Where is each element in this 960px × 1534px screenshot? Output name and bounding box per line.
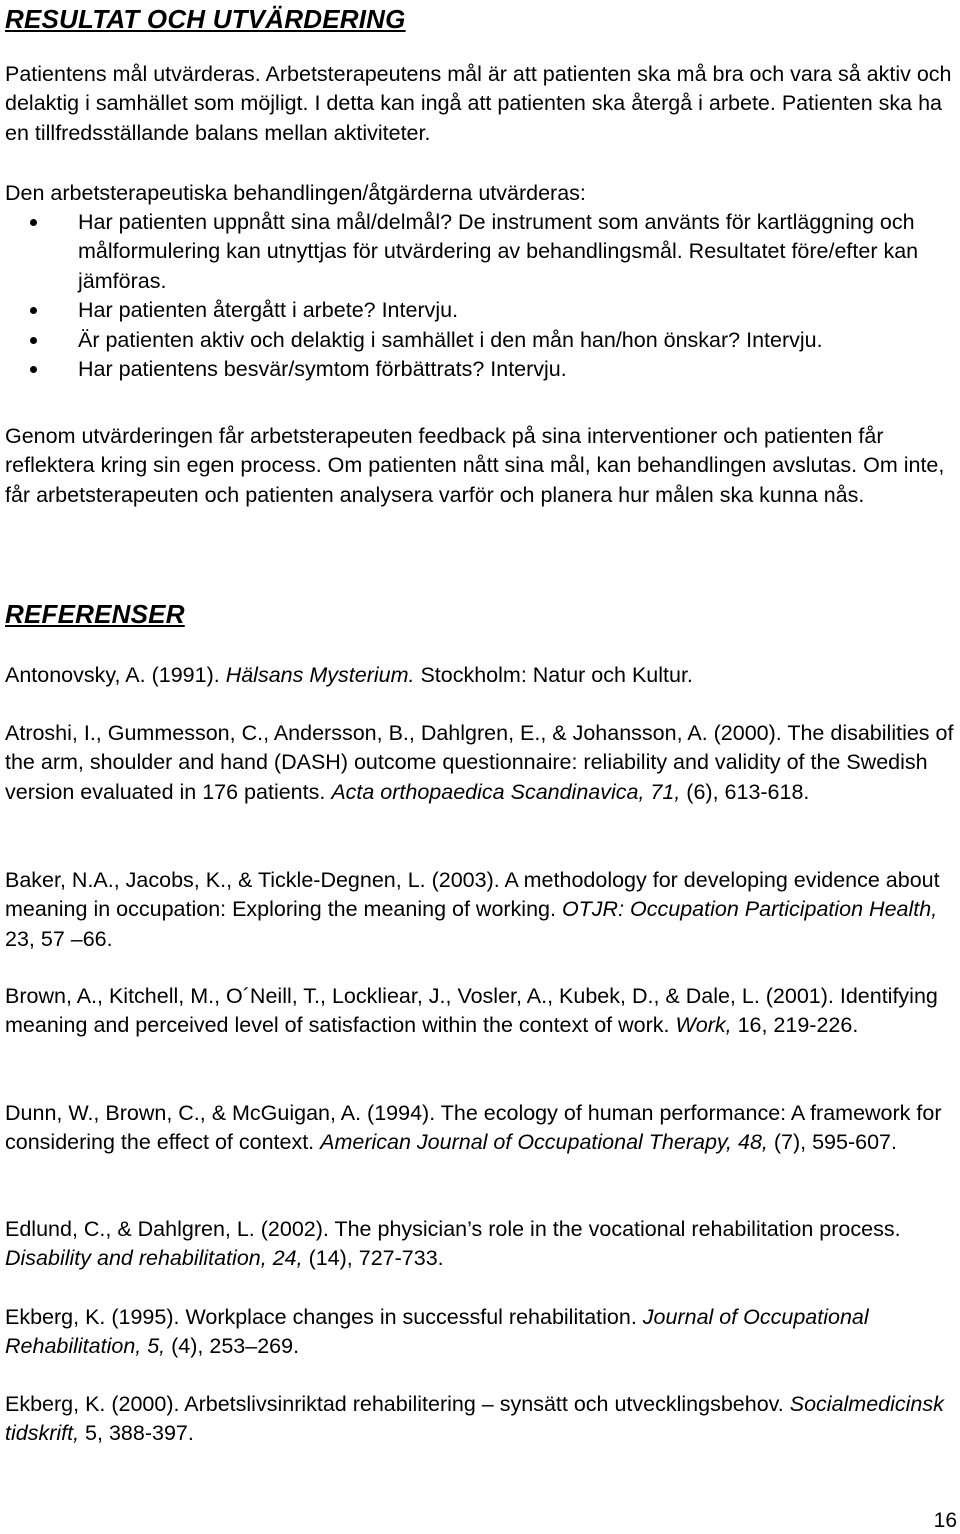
- evaluation-lead: Den arbetsterapeutiska behandlingen/åtgärderna utvärderas:: [5, 181, 586, 205]
- reference-entry: Ekberg, K. (1995). Workplace changes in successful rehabilitation. Journal of Occupational Rehabilitation, 5, (4), 253–269.: [5, 1305, 869, 1359]
- reference-entry: Antonovsky, A. (1991). Hälsans Mysterium. Stockholm: Natur och Kultur.: [5, 663, 693, 687]
- reference-entry: Edlund, C., & Dahlgren, L. (2002). The physician’s role in the vocational rehabilitation process. Disability and rehabilitation, 24, (14), 727-733.: [5, 1217, 901, 1271]
- evaluation-bullet-list: [5, 208, 955, 384]
- page-number: 16: [933, 1509, 957, 1532]
- reference-entry: Ekberg, K. (2000). Arbetslivsinriktad rehabilitering – synsätt och utvecklingsbehov. Socialmedicinsk tidskrift, 5, 388-397.: [5, 1392, 944, 1446]
- bullet-item: Är patienten aktiv och delaktig i samhället i den mån han/hon önskar? Intervju.: [5, 326, 955, 355]
- section-title-references: REFERENSER: [5, 599, 185, 629]
- intro-paragraph: Patientens mål utvärderas. Arbetsterapeutens mål är att patienten ska må bra och vara så aktiv och delaktig i samhället som möjligt. I detta kan ingå att patienten ska återgå i arbete. Patienten ska ha en tillfredsställande balans mellan aktiviteter.: [5, 62, 952, 145]
- bullet-item: Har patientens besvär/symtom förbättrats? Intervju.: [5, 355, 955, 384]
- conclusion-paragraph: Genom utvärderingen får arbetsterapeuten feedback på sina interventioner och patienten får reflektera kring sin egen process. Om patienten nått sina mål, kan behandlingen avslutas. Om inte, får arbetsterapeuten och patienten analysera varför och planera hur målen ska kunna nås.: [5, 424, 945, 507]
- bullet-dot-icon: [30, 219, 37, 226]
- section-title-results: RESULTAT OCH UTVÄRDERING: [5, 4, 406, 34]
- reference-entry: Brown, A., Kitchell, M., O´Neill, T., Lockliear, J., Vosler, A., Kubek, D., & Dale, L. (2001). Identifying meaning and perceived level of satisfaction within the context of work. Work, 16, 219-226.: [5, 984, 938, 1038]
- bullet-dot-icon: [30, 307, 37, 314]
- reference-entry: Baker, N.A., Jacobs, K., & Tickle-Degnen, L. (2003). A methodology for developing evidence about meaning in occupation: Exploring the meaning of working. OTJR: Occupation Participation Health, 23, 57 –66.: [5, 868, 940, 951]
- reference-entry: Dunn, W., Brown, C., & McGuigan, A. (1994). The ecology of human performance: A framework for considering the effect of context. American Journal of Occupational Therapy, 48, (7), 595-607.: [5, 1101, 942, 1155]
- reference-entry: Atroshi, I., Gummesson, C., Andersson, B., Dahlgren, E., & Johansson, A. (2000). The disabilities of the arm, shoulder and hand (DASH) outcome questionnaire: reliability and validity of the Swedish version evaluated in 176 patients. Acta orthopaedica Scandinavica, 71, (6), 613-618.: [5, 721, 954, 804]
- bullet-dot-icon: [30, 366, 37, 373]
- bullet-dot-icon: [30, 337, 37, 344]
- bullet-item: Har patienten uppnått sina mål/delmål? De instrument som använts för kartläggning och målformulering kan utnyttjas för utvärdering av behandlingsmål. Resultatet före/efter kan jämföras.: [5, 208, 955, 296]
- bullet-item: Har patienten återgått i arbete? Intervju.: [5, 296, 955, 325]
